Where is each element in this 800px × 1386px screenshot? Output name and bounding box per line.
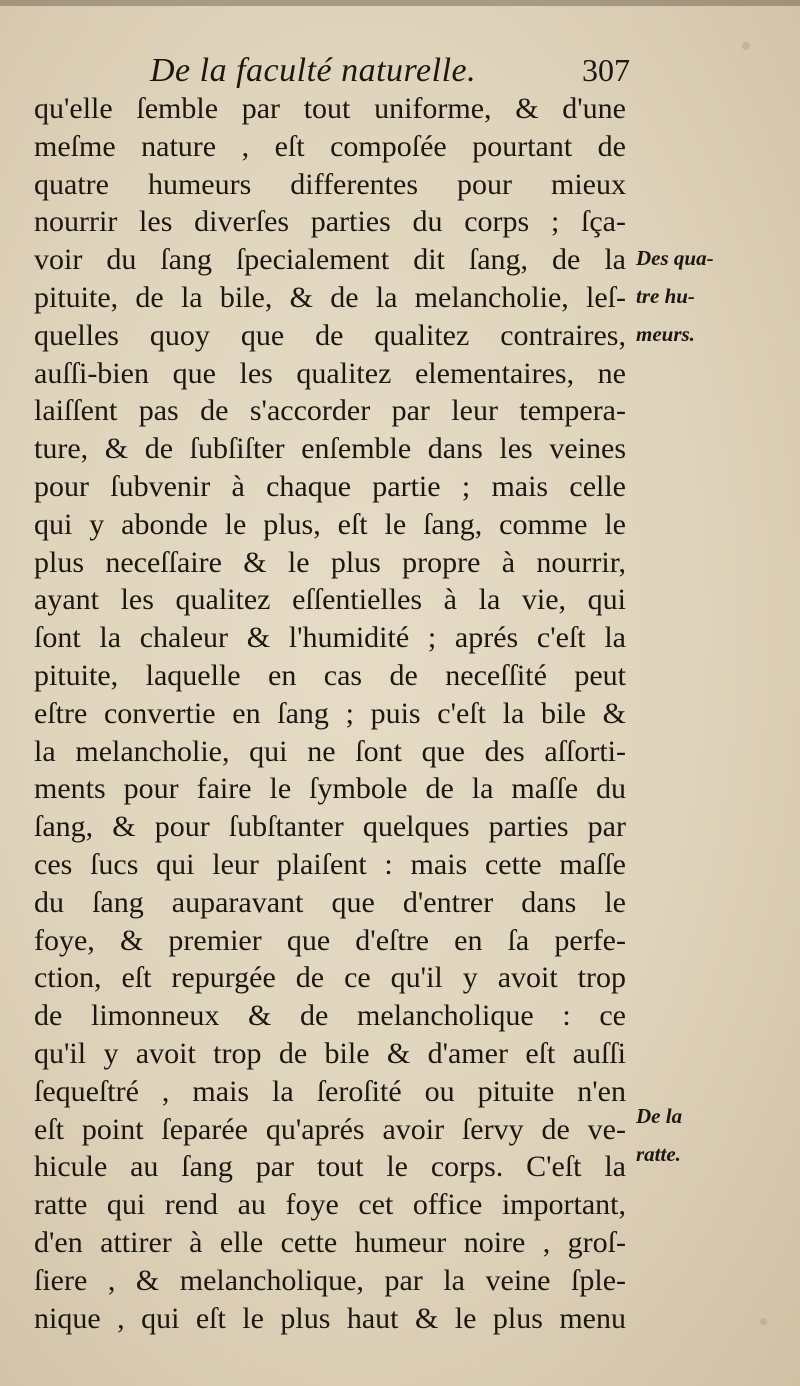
ink-spot <box>760 1318 767 1325</box>
text-line: foye, & premier que d'eſtre en ſa perfe- <box>34 923 626 957</box>
text-line: qu'il y avoit trop de bile & d'amer eſt auſſi <box>34 1036 626 1070</box>
margin-note-line: tre hu- <box>636 283 695 308</box>
margin-note-line: Des qua- <box>636 246 714 270</box>
body-text <box>34 90 626 1337</box>
text-line: laiſſent pas de s'accorder par leur tempera- <box>34 394 626 428</box>
margin-note-line: De la <box>636 1104 683 1128</box>
margin-note-humeurs <box>636 240 796 353</box>
page-top-edge <box>0 0 800 6</box>
page-number: 307 <box>582 52 630 88</box>
text-line: ces ſucs qui leur plaiſent : mais cette maſſe <box>34 847 626 881</box>
text-line: eſt point ſeparée qu'aprés avoir ſervy de ve- <box>34 1112 626 1146</box>
text-line: ture, & de ſubſiſter enſemble dans les veines <box>34 432 626 466</box>
text-line: ſiere , & melancholique, par la veine ſple- <box>34 1263 626 1297</box>
text-line: meſme nature , eſt compoſée pourtant de <box>34 129 626 163</box>
margin-note-ratte <box>636 1098 796 1174</box>
text-line: plus neceſſaire & le plus propre à nourrir, <box>34 545 626 579</box>
text-line: pour ſubvenir à chaque partie ; mais celle <box>34 469 626 503</box>
text-line: ſequeſtré , mais la ſeroſité ou pituite n'en <box>34 1074 626 1108</box>
text-line: eſtre convertie en ſang ; puis c'eſt la bile & <box>34 696 626 730</box>
text-line: d'en attirer à elle cette humeur noire , groſ- <box>34 1225 626 1259</box>
text-line: nourrir les diverſes parties du corps ; ſça- <box>34 205 626 239</box>
text-line: ſont la chaleur & l'humidité ; aprés c'eſt la <box>34 621 626 655</box>
text-line: ayant les qualitez eſſentielles à la vie, qui <box>34 583 626 617</box>
text-line: quelles quoy que de qualitez contraires, <box>34 318 626 352</box>
margin-note-line: ratte. <box>636 1141 681 1166</box>
text-line: de limonneux & de melancholique : ce <box>34 999 626 1033</box>
text-line: ſang, & pour ſubſtanter quelques parties par <box>34 810 626 844</box>
running-header <box>150 48 630 94</box>
running-title: De la faculté naturelle. <box>150 52 477 89</box>
margin-note-line: meurs. <box>636 321 695 346</box>
text-line: nique , qui eſt le plus haut & le plus menu <box>34 1301 626 1335</box>
text-line: quatre humeurs differentes pour mieux <box>34 167 626 201</box>
text-line: la melancholie, qui ne ſont que des aſſorti- <box>34 734 626 768</box>
text-line: pituite, laquelle en cas de neceſſité peut <box>34 658 626 692</box>
text-line: qu'elle ſemble par tout uniforme, & d'une <box>34 92 626 125</box>
text-line: qui y abonde le plus, eſt le ſang, comme le <box>34 507 626 541</box>
text-line: auſſi-bien que les qualitez elementaires, ne <box>34 356 626 390</box>
text-line: ction, eſt repurgée de ce qu'il y avoit trop <box>34 961 626 995</box>
text-line: voir du ſang ſpecialement dit ſang, de la <box>34 243 626 277</box>
ink-spot <box>742 42 750 50</box>
text-line: pituite, de la bile, & de la melancholie, leſ- <box>34 280 626 314</box>
text-line: ments pour faire le ſymbole de la maſſe du <box>34 772 626 806</box>
text-line: hicule au ſang par tout le corps. C'eſt la <box>34 1150 626 1184</box>
text-line: du ſang auparavant que d'entrer dans le <box>34 885 626 919</box>
text-line: ratte qui rend au foye cet office important, <box>34 1188 626 1222</box>
